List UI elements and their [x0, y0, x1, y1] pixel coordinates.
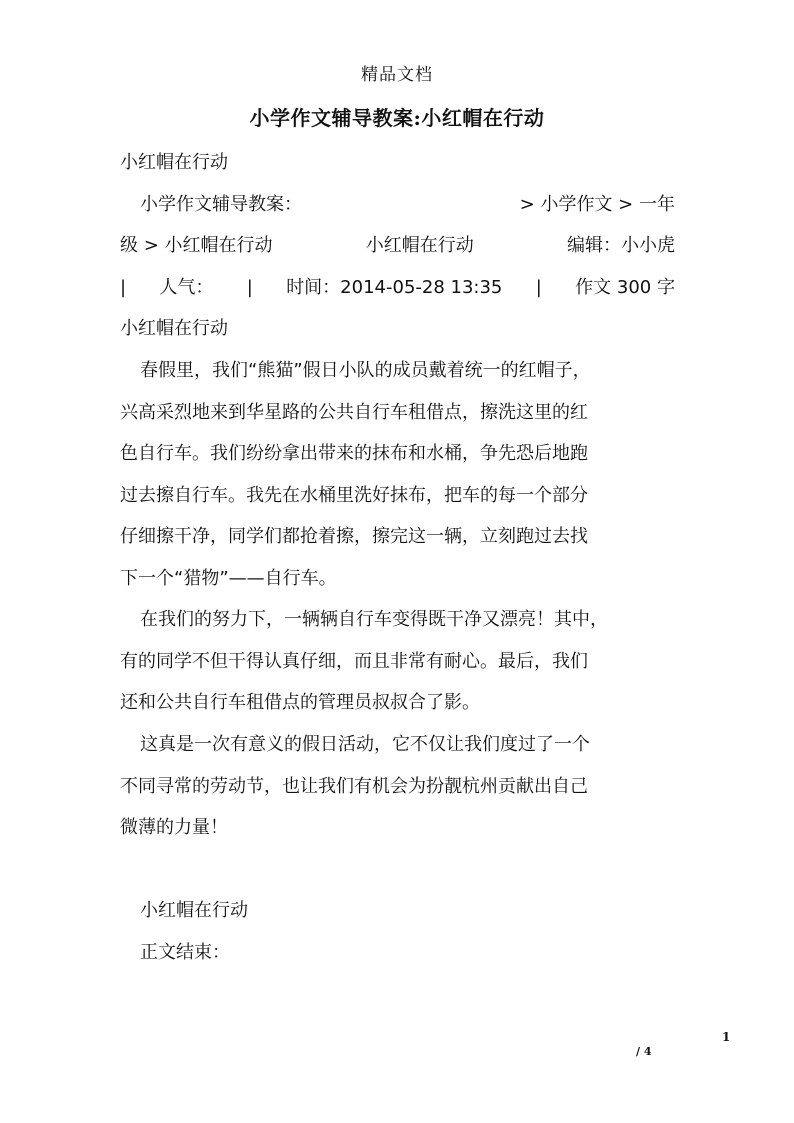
paragraph-2: [120, 599, 675, 724]
page-total: / 4: [636, 1045, 652, 1058]
paragraph-line: 有的同学不但干得认真仔细，而且非常有耐心。最后，我们: [120, 650, 588, 672]
time-label: 时间：2014-05-28 13:35: [286, 276, 503, 298]
meta-separator: |: [246, 276, 253, 298]
breadcrumb-part-1[interactable]: > 小学作文 > 一年: [519, 193, 675, 215]
category-line: [120, 184, 675, 226]
paragraph-line: 仔细擦干净，同学们都抢着擦，擦完这一辆，立刻跑过去找: [120, 526, 588, 547]
paragraph-3: [120, 724, 675, 849]
paragraph-1: [120, 350, 675, 599]
closing-block: [120, 890, 675, 973]
meta-line: [120, 267, 675, 309]
paragraph-line: 不同寻常的劳动节，也让我们有机会为扮靓杭州贡献出自己: [120, 775, 588, 797]
paragraph-line: 这真是一次有意义的假日活动，它不仅让我们度过了一个: [140, 734, 590, 755]
article-name: 小红帽在行动: [365, 235, 474, 256]
paragraph-line: 过去擦自行车。我先在水桶里洗好抹布，把车的每一个部分: [120, 484, 588, 506]
meta-separator: |: [535, 276, 542, 298]
paragraph-line: 微薄的力量！: [120, 817, 228, 838]
breadcrumb-line: [120, 225, 675, 267]
paragraph-line: 春假里，我们“熊猫”假日小队的成员戴着统一的红帽子，: [140, 360, 591, 381]
closing-label: 小红帽在行动: [140, 900, 248, 921]
editor-label: 编辑：小小虎: [567, 235, 675, 256]
end-of-text: 正文结束：: [140, 941, 230, 963]
intro-block: [120, 142, 675, 350]
document-title: 小学作文辅导教案:小红帽在行动: [249, 106, 545, 130]
page-header: 精品文档: [361, 65, 433, 85]
category-prefix: 小学作文辅导教案：: [140, 193, 302, 215]
breadcrumb-part-2[interactable]: 级 > 小红帽在行动: [120, 235, 273, 256]
intro-label: 小红帽在行动: [120, 152, 228, 173]
paragraph-line: 兴高采烈地来到华星路的公共自行车租借点，擦洗这里的红: [120, 401, 588, 423]
popularity-label: 人气：: [159, 276, 214, 298]
paragraph-line: 在我们的努力下，一辆辆自行车变得既干净又漂亮！其中，: [140, 609, 608, 630]
paragraph-line: 下一个“猎物”——自行车。: [120, 567, 337, 589]
article-subtitle: 小红帽在行动: [120, 318, 228, 339]
paragraph-line: 还和公共自行车租借点的管理员叔叔合了影。: [120, 692, 480, 713]
paragraph-line: 色自行车。我们纷纷拿出带来的抹布和水桶，争先恐后地跑: [120, 443, 588, 464]
page-number: 1: [722, 1030, 731, 1044]
meta-separator: |: [120, 276, 127, 298]
word-count: 作文 300 字: [575, 276, 675, 298]
